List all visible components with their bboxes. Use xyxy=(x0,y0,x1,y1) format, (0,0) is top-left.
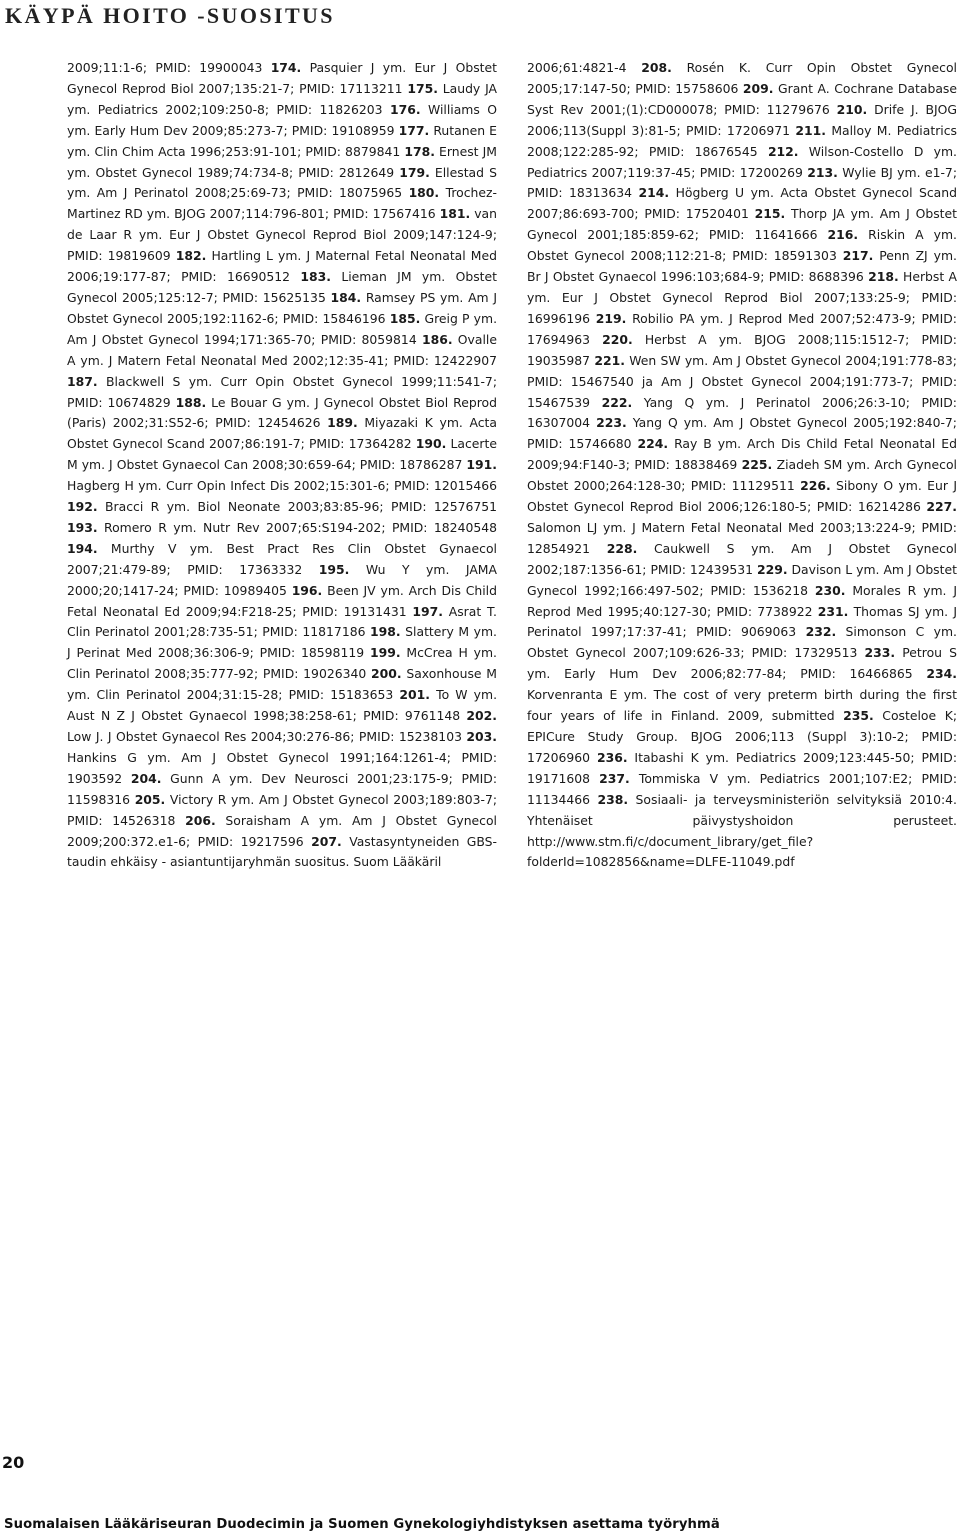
reference-text: Wilson-Costello D ym. Pediatrics 2007;119:37-45; PMID: 17200269 xyxy=(527,143,957,180)
reference-number: 188. xyxy=(175,394,207,410)
reference-text: Lacerte M ym. J Obstet Gynaecol Can 2008;30:659-64; PMID: 18786287 xyxy=(67,436,497,473)
reference-text: Riskin A ym. Obstet Gynecol 2008;112:21-8; PMID: 18591303 xyxy=(527,227,957,264)
reference-text: Hartling L ym. J Maternal Fetal Neonatal Med 2006;19:177-87; PMID: 16690512 xyxy=(67,248,497,285)
reference-number: 187. xyxy=(67,373,98,389)
reference-text: Caukwell S ym. Am J Obstet Gynecol 2002;187:1356-61; PMID: 12439531 xyxy=(527,540,957,577)
reference-number: 203. xyxy=(466,729,497,744)
reference-text: Malloy M. Pediatrics 2008;122:285-92; PMID: 18676545 xyxy=(527,122,958,159)
reference-number: 221. xyxy=(594,352,625,368)
reference-text: Rosén K. Curr Opin Obstet Gynecol 2005;17:147-50; PMID: 15758606 xyxy=(527,60,957,96)
reference-item xyxy=(67,520,497,535)
reference-number: 204. xyxy=(130,770,162,786)
reference-number: 197. xyxy=(412,603,443,619)
reference-number: 200. xyxy=(371,666,402,682)
reference-number: 196. xyxy=(291,582,323,598)
page-header: KÄYPÄ HOITO -SUOSITUS xyxy=(5,3,335,28)
reference-text: Itabashi K ym. Pediatrics 2009;123:445-50; PMID: 19171608 xyxy=(527,749,957,786)
reference-text: Robilio PA ym. J Reprod Med 2007;52:473-9; PMID: 17694963 xyxy=(527,310,957,347)
reference-text: Soraisham A ym. Am J Obstet Gynecol 2009;200:372.e1-6; PMID: 19217596 xyxy=(67,812,498,849)
references-right-column xyxy=(527,58,957,873)
reference-text: Wen SW ym. Am J Obstet Gynecol 2004;191:778-83; PMID: 15467540 ja Am J Obstet Gynecol 2004;191:773-7; PMID: 15467539 xyxy=(527,352,957,410)
reference-text: To W ym. Aust N Z J Obstet Gynaecol 1998;38:258-61; PMID: 9761148 xyxy=(67,687,498,724)
reference-number: 206. xyxy=(185,812,216,828)
reference-text: Le Bouar G ym. J Gynecol Obstet Biol Reprod (Paris) 2002;31:S52-6; PMID: 12454626 xyxy=(67,394,497,431)
reference-text: Murthy V ym. Best Pract Res Clin Obstet Gynaecol 2007;21:479-89; PMID: 17363332 xyxy=(67,540,497,577)
reference-number: 230. xyxy=(814,582,846,598)
reference-text: Hankins G ym. Am J Obstet Gynecol 1991;164:1261-4; PMID: 1903592 xyxy=(67,749,497,786)
reference-number: 210. xyxy=(836,101,868,117)
reference-number: 185. xyxy=(389,310,421,326)
reference-text: Been JV ym. Arch Dis Child Fetal Neonatal Ed 2009;94:F218-25; PMID: 19131431 xyxy=(67,582,497,619)
reference-number: 227. xyxy=(926,499,957,515)
reference-text: Ramsey PS ym. Am J Obstet Gynecol 2005;192:1162-6; PMID: 15846196 xyxy=(67,289,497,326)
reference-number: 237. xyxy=(599,770,630,786)
reference-number: 228. xyxy=(606,540,638,556)
reference-number: 178. xyxy=(404,143,435,159)
reference-number: 217. xyxy=(842,248,874,264)
reference-number: 224. xyxy=(637,436,669,452)
reference-text: Ellestad S ym. Am J Perinatol 2008;25:69-73; PMID: 18075965 xyxy=(67,164,497,201)
reference-text: Victory R ym. Am J Obstet Gynecol 2003;189:803-7; PMID: 14526318 xyxy=(67,791,497,828)
reference-text: Gunn A ym. Dev Neurosci 2001;23:175-9; PMID: 11598316 xyxy=(67,770,498,807)
reference-text: Morales R ym. J Reprod Med 1995;40:127-30; PMID: 7738922 xyxy=(527,582,957,619)
reference-number: 220. xyxy=(602,331,633,347)
reference-number: 189. xyxy=(327,415,358,431)
reference-text: Petrou S ym. Early Hum Dev 2006;82:77-84; PMID: 16466865 xyxy=(527,645,958,682)
reference-text: Salomon LJ ym. J Matern Fetal Neonatal Med 2003;13:224-9; PMID: 12854921 xyxy=(527,519,957,556)
reference-text: Grant A. Cochrane Database Syst Rev 2001;(1):CD000078; PMID: 11279676 xyxy=(527,80,957,117)
reference-text: McCrea H ym. Clin Perinatol 2008;35:777-92; PMID: 19026340 xyxy=(67,645,498,682)
reference-text: Herbst A ym. BJOG 2008;115:1512-7; PMID: 19035987 xyxy=(527,331,957,368)
reference-number: 229. xyxy=(756,561,788,577)
reference-continuation: 2006;61:4821-4 xyxy=(527,60,642,75)
reference-number: 222. xyxy=(601,394,633,410)
reference-text: van de Laar R ym. Eur J Obstet Gynecol Reprod Biol 2009;147:124-9; PMID: 19819609 xyxy=(67,206,498,264)
reference-text: Yang Q ym. J Perinatol 2006;26:3-10; PMID: 16307004 xyxy=(527,394,957,431)
reference-number: 209. xyxy=(742,80,774,96)
reference-number: 186. xyxy=(421,331,453,347)
reference-number: 176. xyxy=(389,101,421,117)
reference-number: 202. xyxy=(466,708,497,724)
reference-text: Ovalle A ym. J Matern Fetal Neonatal Med 2002;12:35-41; PMID: 12422907 xyxy=(67,331,497,368)
reference-text: Trochez-Martinez RD ym. BJOG 2007;114:796-801; PMID: 17567416 xyxy=(67,185,497,222)
reference-text: Laudy JA ym. Pediatrics 2002;109:250-8; PMID: 11826203 xyxy=(67,80,497,117)
reference-number: 182. xyxy=(175,248,207,264)
reference-number: 238. xyxy=(597,791,629,807)
reference-text: Hagberg H ym. Curr Opin Infect Dis 2002;15:301-6; PMID: 12015466 xyxy=(67,478,497,494)
reference-number: 219. xyxy=(595,310,627,326)
reference-text: Wylie BJ ym. e1-7; PMID: 18313634 xyxy=(527,164,957,201)
reference-text: Thorp JA ym. Am J Obstet Gynecol 2001;185:859-62; PMID: 11641666 xyxy=(527,206,957,243)
reference-text: Korvenranta E ym. The cost of very preterm birth during the first four years of life in Finland. 2009, submitted xyxy=(527,687,957,724)
reference-text: Tommiska V ym. Pediatrics 2001;107:E2; PMID: 11134466 xyxy=(527,770,957,807)
reference-number: 235. xyxy=(843,708,874,724)
reference-continuation: 2009;11:1-6; PMID: 19900043 xyxy=(67,60,271,75)
reference-number: 195. xyxy=(318,561,350,577)
reference-number: 180. xyxy=(408,185,440,201)
reference-number: 199. xyxy=(369,645,401,661)
reference-number: 207. xyxy=(311,833,342,849)
reference-text: Williams O ym. Early Hum Dev 2009;85:273-7; PMID: 19108959 xyxy=(67,101,498,138)
page-footer: Suomalaisen Lääkäriseuran Duodecimin ja Suomen Gynekologiyhdistyksen asettama työryhmä xyxy=(4,1517,720,1532)
reference-number: 205. xyxy=(134,791,166,807)
reference-text: Low J. J Obstet Gynaecol Res 2004;30:276-86; PMID: 15238103 xyxy=(67,729,467,744)
reference-number: 216. xyxy=(827,227,859,243)
reference-number: 208. xyxy=(641,60,672,75)
reference-text: Penn ZJ ym. Br J Obstet Gynaecol 1996:103;684-9; PMID: 8688396 xyxy=(527,248,957,285)
reference-text: Blackwell S ym. Curr Opin Obstet Gynecol 1999;11:541-7; PMID: 10674829 xyxy=(67,373,497,410)
reference-number: 233. xyxy=(864,645,896,661)
reference-number: 211. xyxy=(795,122,826,138)
reference-text: Yang Q ym. Am J Obstet Gynecol 2005;192:840-7; PMID: 15746680 xyxy=(527,415,957,452)
reference-text: Vastasyntyneiden GBS-taudin ehkäisy - asiantuntijaryhmän suositus. Suom Lääkäril xyxy=(67,833,497,870)
reference-text: Wu Y ym. JAMA 2000;20;1417-24; PMID: 10989405 xyxy=(67,561,497,598)
reference-number: 184. xyxy=(330,289,362,305)
reference-number: 215. xyxy=(754,206,786,222)
reference-number: 194. xyxy=(67,540,98,556)
reference-text: Slattery M ym. J Perinat Med 2008;36:306-9; PMID: 18598119 xyxy=(67,624,497,661)
reference-number: 191. xyxy=(466,457,497,473)
reference-number: 201. xyxy=(399,687,430,703)
reference-text: Pasquier J ym. Eur J Obstet Gynecol Reprod Biol 2007;135:21-7; PMID: 17113211 xyxy=(67,60,497,96)
reference-text: Costeloe K; EPICure Study Group. BJOG 2006;113 (Suppl 3):10-2; PMID: 17206960 xyxy=(527,708,957,765)
page-number: 20 xyxy=(2,1453,25,1472)
reference-text: Rutanen E ym. Clin Chim Acta 1996;253:91-101; PMID: 8879841 xyxy=(67,122,497,159)
reference-text: Ernest JM ym. Obstet Gynecol 1989;74:734-8; PMID: 2812649 xyxy=(67,143,497,180)
reference-text: Lieman JM ym. Obstet Gynecol 2005;125:12-7; PMID: 15625135 xyxy=(67,269,497,305)
reference-text: Romero R ym. Nutr Rev 2007;65:S194-202; PMID: 18240548 xyxy=(97,519,497,535)
reference-number: 231. xyxy=(817,603,849,619)
reference-text: Herbst A ym. Eur J Obstet Gynecol Reprod Biol 2007;133:25-9; PMID: 16996196 xyxy=(527,269,957,326)
reference-text: Högberg U ym. Acta Obstet Gynecol Scand 2007;86:693-700; PMID: 17520401 xyxy=(527,185,957,222)
reference-number: 174. xyxy=(270,60,302,75)
reference-text: Ray B ym. Arch Dis Child Fetal Neonatal Ed 2009;94:F140-3; PMID: 18838469 xyxy=(527,436,957,473)
references-left-column xyxy=(67,58,497,873)
reference-number: 175. xyxy=(407,80,438,96)
reference-number: 183. xyxy=(300,269,331,285)
reference-number: 226. xyxy=(800,478,831,494)
reference-number: 212. xyxy=(767,143,799,159)
reference-number: 179. xyxy=(399,164,430,180)
reference-number: 234. xyxy=(926,666,957,682)
reference-number: 232. xyxy=(805,624,837,640)
reference-text: Sibony O ym. Eur J Obstet Gynecol Reprod Biol 2006;126:180-5; PMID: 16214286 xyxy=(527,478,957,515)
reference-number: 218. xyxy=(868,269,899,285)
reference-number: 214. xyxy=(638,185,670,201)
reference-text: Miyazaki K ym. Acta Obstet Gynecol Scand 2007;86:191-7; PMID: 17364282 xyxy=(67,415,497,452)
reference-text: Davison L ym. Am J Obstet Gynecol 1992;166:497-502; PMID: 1536218 xyxy=(527,561,957,598)
reference-text: Bracci R ym. Biol Neonate 2003;83:85-96; PMID: 12576751 xyxy=(97,499,497,515)
reference-text: Asrat T. Clin Perinatol 2001;28:735-51; PMID: 11817186 xyxy=(67,603,497,640)
reference-number: 225. xyxy=(741,457,773,473)
reference-number: 223. xyxy=(596,415,627,431)
reference-number: 177. xyxy=(398,122,430,138)
reference-text: Thomas SJ ym. J Perinatol 1997;17:37-41; PMID: 9069063 xyxy=(527,603,958,640)
reference-text: Simonson C ym. Obstet Gynecol 2007;109:626-33; PMID: 17329513 xyxy=(527,624,957,661)
reference-text: Ziadeh SM ym. Arch Gynecol Obstet 2000;264:128-30; PMID: 11129511 xyxy=(527,457,957,494)
reference-text: Drife J. BJOG 2006;113(Suppl 3):81-5; PMID: 17206971 xyxy=(527,101,958,138)
reference-item xyxy=(67,499,497,514)
reference-number: 181. xyxy=(439,206,471,222)
reference-number: 236. xyxy=(596,749,628,765)
reference-number: 213. xyxy=(807,164,838,180)
reference-text: Sosiaali- ja terveysministeriön selvityksiä 2010:4. Yhtenäiset päivystyshoidon perusteet. http://www.stm.fi/c/document_library/get_file?folderId=1082856&name=DLFE-11049.pdf xyxy=(527,791,957,870)
reference-number: 190. xyxy=(415,436,447,452)
reference-number: 198. xyxy=(370,624,401,640)
reference-text: Greig P ym. Am J Obstet Gynecol 1994;171:365-70; PMID: 8059814 xyxy=(67,310,498,347)
reference-number: 193. xyxy=(67,519,98,535)
reference-number: 192. xyxy=(67,499,98,515)
reference-text: Saxonhouse M ym. Clin Perinatol 2004;31:15-28; PMID: 15183653 xyxy=(67,666,497,703)
